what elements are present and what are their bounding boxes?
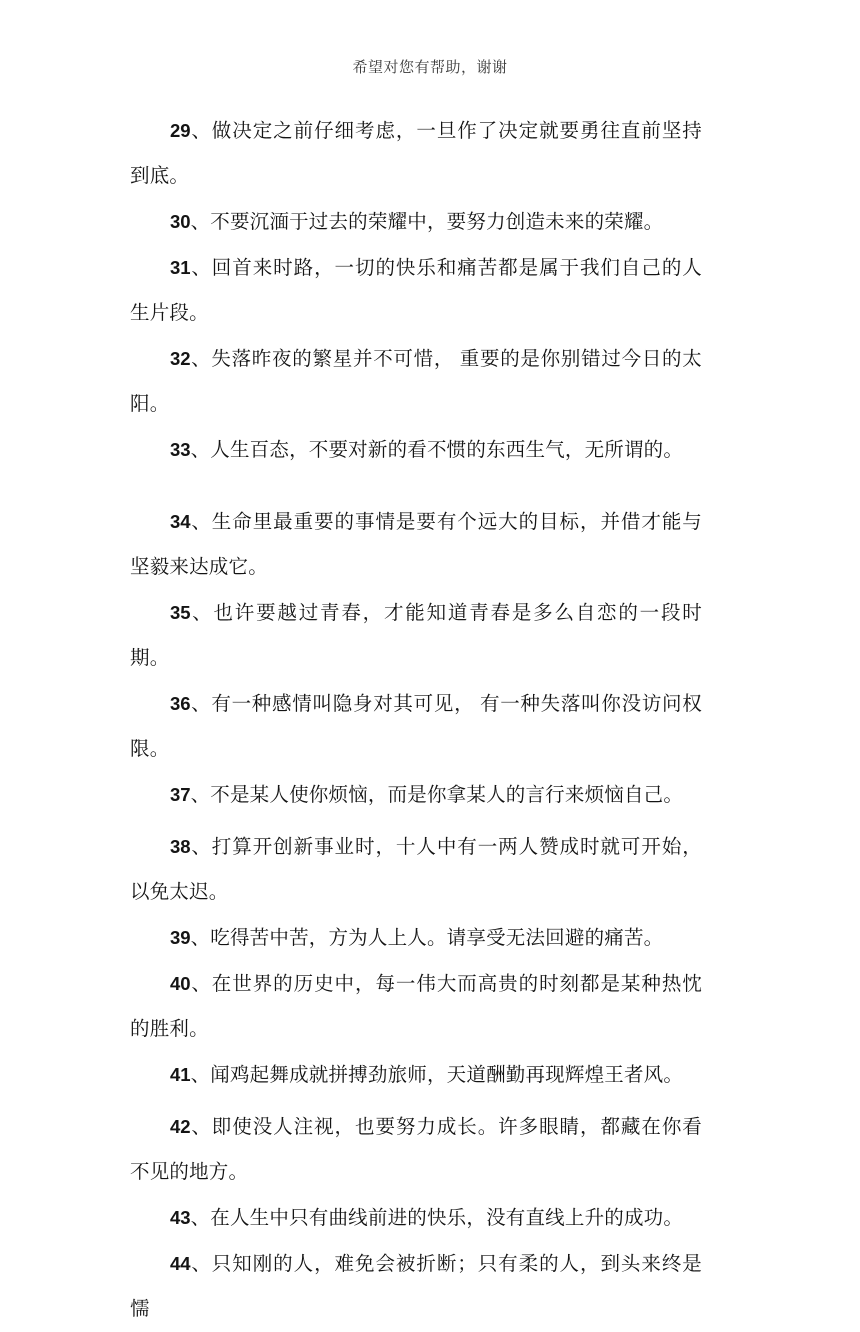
item-number: 34 [170,511,191,532]
item-text: 生命里最重要的事情是要有个远大的目标，并借才能与坚毅来达成它。 [130,512,702,578]
item-number: 42 [170,1116,191,1137]
item-text: 只知刚的人，难免会被折断；只有柔的人，到头来终是懦 [130,1254,702,1320]
item-separator: 、 [190,928,211,949]
item-separator: 、 [190,1065,211,1086]
item-separator: 、 [190,1117,212,1138]
item-number: 29 [170,120,191,141]
item-text: 打算开创新事业时，十人中有一两人赞成时就可开始，以免太迟。 [130,837,702,903]
item-number: 43 [170,1207,191,1228]
item-text: 在世界的历史中，每一伟大而高贵的时刻都是某种热忱的胜利。 [130,974,702,1040]
item-text: 在人生中只有曲线前进的快乐，没有直线上升的成功。 [210,1208,684,1229]
item-number: 32 [170,348,191,369]
list-item [130,961,702,1052]
list-item [130,499,702,590]
list-item [130,772,702,818]
list-item [130,108,702,199]
item-number: 33 [170,439,191,460]
list-item [130,245,702,336]
page-header-text: 希望对您有帮助，谢谢 [352,60,508,76]
list-item [130,681,702,772]
item-text: 也许要越过青春，才能知道青春是多么自恋的一段时期。 [130,603,702,669]
item-text: 失落昨夜的繁星并不可惜， 重要的是你别错过今日的太阳。 [130,349,702,415]
item-separator: 、 [190,694,212,715]
item-number: 39 [170,927,191,948]
item-separator: 、 [190,440,211,461]
item-separator: 、 [190,603,214,624]
list-item [130,590,702,681]
item-text: 有一种感情叫隐身对其可见， 有一种失落叫你没访问权限。 [130,694,702,760]
item-number: 41 [170,1064,191,1085]
item-text: 闻鸡起舞成就拼搏劲旅师，天道酬勤再现辉煌王者风。 [210,1065,684,1086]
item-number: 40 [170,973,191,994]
item-separator: 、 [190,1254,212,1275]
item-number: 30 [170,211,191,232]
list-item [130,824,702,915]
item-text: 不是某人使你烦恼，而是你拿某人的言行来烦恼自己。 [210,785,684,806]
list-item [130,1104,702,1195]
list-item [130,336,702,427]
item-text: 即使没人注视，也要努力成长。许多眼睛，都藏在你看不见的地方。 [130,1117,702,1183]
item-separator: 、 [190,974,212,995]
list-item [130,199,702,245]
item-separator: 、 [190,349,212,370]
item-text: 不要沉湎于过去的荣耀中，要努力创造未来的荣耀。 [210,212,664,233]
item-separator: 、 [190,258,212,279]
item-number: 36 [170,693,191,714]
list-item [130,1052,702,1098]
item-text: 吃得苦中苦，方为人上人。请享受无法回避的痛苦。 [210,928,664,949]
list-item [130,915,702,961]
list-item [130,427,702,473]
item-separator: 、 [190,837,212,858]
item-separator: 、 [190,1208,211,1229]
item-text: 人生百态，不要对新的看不惯的东西生气，无所谓的。 [210,440,684,461]
item-number: 44 [170,1253,191,1274]
document-body [130,108,702,1332]
item-text: 做决定之前仔细考虑，一旦作了决定就要勇往直前坚持到底。 [130,121,702,187]
item-separator: 、 [190,785,211,806]
list-item [130,1241,702,1332]
item-separator: 、 [190,512,212,533]
item-number: 31 [170,257,191,278]
item-number: 35 [170,602,191,623]
item-separator: 、 [190,212,211,233]
item-number: 38 [170,836,191,857]
item-text: 回首来时路，一切的快乐和痛苦都是属于我们自己的人生片段。 [130,258,702,324]
list-item [130,1195,702,1241]
item-number: 37 [170,784,191,805]
item-separator: 、 [190,121,212,142]
